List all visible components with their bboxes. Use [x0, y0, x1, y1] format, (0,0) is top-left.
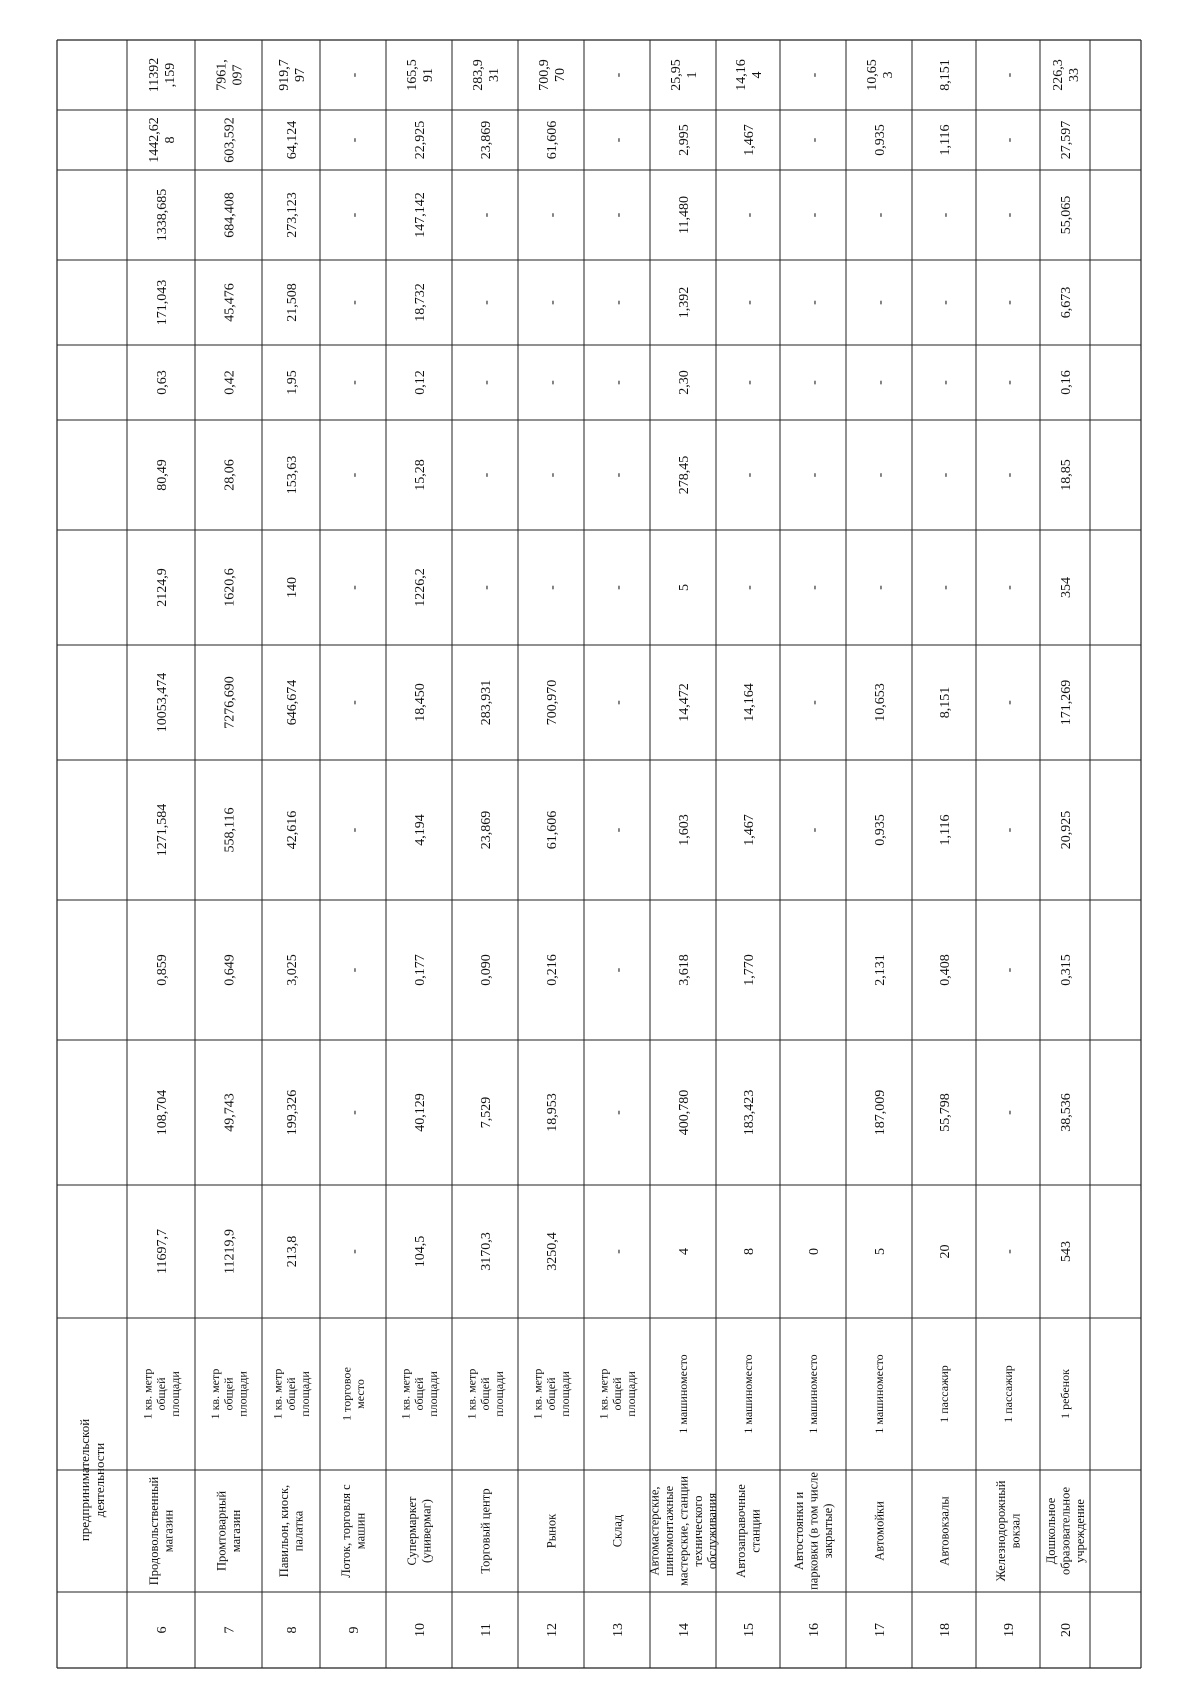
- value-cell: 2,995: [676, 124, 692, 156]
- value-cell: 171,269: [1058, 679, 1074, 726]
- value-cell: 558,116: [222, 807, 238, 853]
- value-cell: -: [872, 212, 888, 218]
- value-cell: 20: [937, 1244, 953, 1259]
- header-activity-label: предпринимательскойдеятельности: [77, 1418, 108, 1542]
- value-cell: 40,129: [412, 1093, 428, 1132]
- row-number: 11: [478, 1623, 494, 1637]
- value-cell: 6,673: [1058, 286, 1074, 319]
- row-unit: 1 кв. метробщейплощади: [207, 1368, 250, 1420]
- value-cell: 0,408: [937, 954, 953, 986]
- value-cell: 0,12: [412, 370, 428, 395]
- value-cell: 2,30: [676, 370, 692, 395]
- value-cell: 49,743: [222, 1093, 238, 1132]
- value-cell: 919,797: [276, 59, 308, 91]
- value-cell: -: [806, 72, 822, 78]
- value-cell: 278,45: [676, 455, 692, 495]
- row-name: Автостоянки ипарковки (в том числезакрытые): [792, 1472, 835, 1590]
- value-cell: -: [1001, 137, 1017, 143]
- value-cell: 187,009: [872, 1089, 888, 1136]
- value-cell: -: [741, 585, 757, 590]
- value-cell: -: [1001, 212, 1017, 218]
- row-number: 15: [741, 1623, 757, 1637]
- row-number: 18: [937, 1623, 953, 1637]
- value-cell: -: [806, 137, 822, 143]
- value-cell: 1620,6: [222, 568, 238, 607]
- value-cell: 23,869: [478, 810, 494, 850]
- value-cell: 354: [1058, 577, 1074, 598]
- row-number: 6: [154, 1626, 170, 1634]
- value-cell: 165,591: [404, 59, 436, 91]
- value-cell: 684,408: [222, 192, 238, 238]
- value-cell: 64,124: [284, 120, 300, 160]
- value-cell: -: [741, 212, 757, 218]
- value-cell: 7276,690: [222, 676, 238, 729]
- value-cell: 45,476: [222, 283, 238, 322]
- value-cell: -: [937, 585, 953, 590]
- value-cell: -: [741, 300, 757, 305]
- value-cell: 14,164: [741, 683, 757, 722]
- value-cell: 646,674: [284, 679, 300, 726]
- value-cell: -: [937, 380, 953, 385]
- value-cell: 1,603: [676, 814, 692, 846]
- value-cell: 61,606: [544, 120, 560, 160]
- value-cell: -: [544, 380, 560, 385]
- value-cell: -: [1001, 967, 1017, 973]
- value-cell: -: [610, 212, 626, 218]
- value-cell: -: [937, 472, 953, 478]
- value-cell: 8,151: [937, 59, 953, 91]
- row-name: Автомастерские,шиномонтажныемастерские, станциитехническогообслуживания: [647, 1476, 720, 1586]
- value-cell: 1,116: [937, 124, 953, 156]
- value-cell: -: [346, 700, 362, 705]
- value-cell: 14,164: [733, 59, 765, 91]
- value-cell: 400,780: [676, 1089, 692, 1136]
- value-cell: -: [610, 1110, 626, 1115]
- value-cell: 0,859: [154, 954, 170, 986]
- value-cell: 2124,9: [154, 568, 170, 607]
- value-cell: 4,194: [412, 814, 428, 846]
- value-cell: 1442,628: [146, 117, 178, 163]
- value-cell: 0,090: [478, 954, 494, 986]
- value-cell: 11697,7: [154, 1229, 170, 1274]
- row-number: 12: [544, 1623, 560, 1637]
- row-number: 8: [284, 1626, 300, 1634]
- value-cell: 273,123: [284, 192, 300, 238]
- value-cell: -: [1001, 700, 1017, 705]
- row-number: 10: [412, 1623, 428, 1637]
- value-cell: -: [610, 585, 626, 590]
- value-cell: 20,925: [1058, 810, 1074, 850]
- value-cell: -: [478, 212, 494, 218]
- value-cell: -: [741, 380, 757, 385]
- value-cell: 11,480: [676, 196, 692, 234]
- value-cell: 10,653: [864, 59, 896, 91]
- value-cell: 7,529: [478, 1096, 494, 1129]
- value-cell: 171,043: [154, 279, 170, 326]
- row-unit: 1 кв. метробщейплощади: [398, 1368, 440, 1420]
- value-cell: 603,592: [222, 117, 238, 163]
- value-cell: -: [1001, 1249, 1017, 1254]
- row-name: Рынок: [544, 1513, 559, 1549]
- row-unit: 1 пассажир: [1001, 1365, 1016, 1423]
- row-unit: 1 пассажир: [937, 1365, 952, 1423]
- row-unit: 1 машиноместо: [676, 1354, 691, 1434]
- value-cell: 7961,097: [214, 59, 246, 91]
- value-cell: -: [806, 380, 822, 385]
- value-cell: 55,798: [937, 1093, 953, 1132]
- value-cell: -: [610, 1249, 626, 1254]
- value-cell: 1,467: [741, 124, 757, 156]
- value-cell: -: [478, 300, 494, 305]
- value-cell: 11219,9: [222, 1229, 238, 1274]
- row-number: 7: [222, 1626, 238, 1634]
- value-cell: 0,935: [872, 124, 888, 156]
- value-cell: 25,951: [668, 59, 700, 91]
- value-cell: -: [806, 827, 822, 833]
- value-cell: -: [610, 72, 626, 78]
- value-cell: 27,597: [1058, 120, 1074, 160]
- row-name: Продовольственныймагазин: [147, 1476, 176, 1586]
- value-cell: 1,116: [937, 814, 953, 846]
- value-cell: 18,732: [412, 283, 428, 322]
- value-cell: 1,392: [676, 286, 692, 319]
- row-name: Дошкольноеобразовательноеучреждение: [1044, 1486, 1087, 1576]
- value-cell: 183,423: [741, 1089, 757, 1136]
- value-cell: -: [806, 212, 822, 218]
- value-cell: -: [346, 380, 362, 385]
- value-cell: -: [346, 137, 362, 143]
- row-number: 17: [872, 1623, 888, 1637]
- value-cell: -: [346, 585, 362, 590]
- row-number: 20: [1058, 1623, 1074, 1637]
- value-cell: 22,925: [412, 120, 428, 160]
- value-cell: 3,618: [676, 954, 692, 986]
- value-cell: -: [346, 72, 362, 78]
- value-cell: -: [544, 212, 560, 218]
- row-name: Торговый центр: [478, 1488, 493, 1574]
- value-cell: 21,508: [284, 283, 300, 322]
- value-cell: -: [346, 212, 362, 218]
- value-cell: 283,931: [470, 59, 502, 91]
- value-cell: -: [806, 585, 822, 590]
- value-cell: 3170,3: [478, 1232, 494, 1271]
- value-cell: -: [478, 585, 494, 590]
- value-cell: -: [544, 472, 560, 478]
- value-cell: -: [610, 967, 626, 973]
- value-cell: 1271,584: [154, 803, 170, 857]
- value-cell: 700,970: [536, 59, 568, 91]
- value-cell: -: [872, 300, 888, 305]
- row-unit: 1 машиноместо: [741, 1354, 756, 1434]
- row-unit: 1 кв. метробщейплощади: [140, 1368, 182, 1420]
- value-cell: -: [346, 300, 362, 305]
- value-cell: 543: [1058, 1241, 1074, 1262]
- row-number: 14: [676, 1623, 692, 1637]
- value-cell: -: [937, 212, 953, 218]
- value-cell: 140: [284, 577, 300, 598]
- value-cell: -: [544, 585, 560, 590]
- value-cell: -: [544, 300, 560, 305]
- value-cell: 14,472: [676, 683, 692, 722]
- value-cell: 104,5: [412, 1235, 428, 1268]
- value-cell: -: [1001, 585, 1017, 590]
- value-cell: -: [1001, 380, 1017, 385]
- value-cell: 0,315: [1058, 954, 1074, 986]
- value-cell: 1,770: [741, 954, 757, 986]
- value-cell: -: [346, 1110, 362, 1115]
- value-cell: 199,326: [284, 1089, 300, 1136]
- value-cell: 10,653: [872, 683, 888, 722]
- value-cell: -: [478, 380, 494, 385]
- value-cell: 1226,2: [412, 568, 428, 607]
- value-cell: 5: [872, 1248, 888, 1255]
- value-cell: 18,450: [412, 683, 428, 722]
- value-cell: -: [1001, 472, 1017, 478]
- value-cell: 42,616: [284, 810, 300, 850]
- value-cell: 5: [676, 584, 692, 591]
- value-cell: 0: [806, 1248, 822, 1255]
- value-cell: 3,025: [284, 954, 300, 986]
- value-cell: 1,95: [284, 370, 300, 395]
- value-cell: 38,536: [1058, 1093, 1074, 1132]
- value-cell: 0,63: [154, 370, 170, 395]
- value-cell: 61,606: [544, 810, 560, 850]
- value-cell: -: [806, 700, 822, 705]
- value-cell: -: [1001, 1110, 1017, 1115]
- value-cell: 0,177: [412, 954, 428, 986]
- value-cell: -: [806, 472, 822, 478]
- value-cell: -: [610, 300, 626, 305]
- value-cell: -: [610, 827, 626, 833]
- value-cell: -: [1001, 300, 1017, 305]
- row-unit: 1 торговоеместо: [339, 1367, 368, 1421]
- value-cell: -: [872, 585, 888, 590]
- value-cell: 0,42: [222, 370, 238, 395]
- value-cell: 18,953: [544, 1093, 560, 1132]
- row-name: Павильон, киоск,палатка: [277, 1484, 306, 1578]
- row-number: 16: [806, 1623, 822, 1637]
- value-cell: -: [346, 967, 362, 973]
- row-unit: 1 кв. метробщейплощади: [270, 1368, 312, 1420]
- value-cell: -: [1001, 827, 1017, 833]
- value-cell: -: [346, 827, 362, 833]
- value-cell: 0,649: [222, 954, 238, 986]
- value-cell: 80,49: [154, 459, 170, 491]
- value-cell: 153,63: [284, 455, 300, 495]
- value-cell: 0,216: [544, 954, 560, 986]
- value-cell: 1,467: [741, 814, 757, 846]
- value-cell: 3250,4: [544, 1232, 560, 1271]
- value-cell: -: [872, 472, 888, 478]
- value-cell: -: [346, 472, 362, 478]
- value-cell: -: [937, 300, 953, 305]
- row-name: Автозаправочныестанции: [734, 1484, 763, 1578]
- value-cell: 226,333: [1050, 59, 1082, 91]
- row-name: Промтоварныймагазин: [214, 1490, 244, 1572]
- row-name: Супермаркет(универмаг): [405, 1496, 434, 1566]
- value-cell: 283,931: [478, 679, 494, 726]
- value-cell: 213,8: [284, 1235, 300, 1268]
- value-cell: -: [478, 472, 494, 478]
- value-cell: 28,06: [222, 459, 238, 491]
- value-cell: -: [806, 300, 822, 305]
- row-unit: 1 кв. метробщейплощади: [596, 1368, 638, 1420]
- value-cell: 108,704: [154, 1089, 170, 1136]
- value-cell: -: [610, 472, 626, 478]
- value-cell: 18,85: [1058, 459, 1074, 491]
- row-name: Склад: [610, 1514, 625, 1548]
- value-cell: 8,151: [937, 686, 953, 719]
- value-cell: -: [610, 700, 626, 705]
- row-name: Железнодорожныйвокзал: [994, 1480, 1023, 1582]
- value-cell: -: [741, 472, 757, 478]
- value-cell: 147,142: [412, 192, 428, 238]
- row-name: Автомойки: [872, 1501, 887, 1561]
- value-cell: -: [610, 137, 626, 143]
- value-cell: 0,16: [1058, 370, 1074, 395]
- value-cell: 55,065: [1058, 195, 1074, 235]
- value-cell: -: [610, 380, 626, 385]
- value-cell: 15,28: [412, 459, 428, 491]
- value-cell: 700,970: [544, 679, 560, 726]
- value-cell: 8: [741, 1248, 757, 1255]
- value-cell: 4: [676, 1248, 692, 1255]
- value-cell: 1338,685: [154, 188, 170, 242]
- row-number: 9: [346, 1626, 362, 1634]
- row-name: Автовокзалы: [937, 1496, 952, 1566]
- value-cell: 2,131: [872, 954, 888, 986]
- row-number: 19: [1001, 1623, 1017, 1637]
- row-unit: 1 ребенок: [1058, 1369, 1073, 1419]
- value-cell: 11392,159: [146, 57, 178, 93]
- row-name: Лоток, торговля смашин: [339, 1484, 368, 1578]
- row-unit: 1 машиноместо: [872, 1354, 887, 1434]
- row-unit: 1 кв. метробщейплощади: [464, 1368, 506, 1420]
- row-number: 13: [610, 1623, 626, 1637]
- value-cell: -: [1001, 72, 1017, 78]
- value-cell: -: [346, 1249, 362, 1254]
- value-cell: 23,869: [478, 120, 494, 160]
- value-cell: 10053,474: [154, 672, 170, 733]
- row-unit: 1 кв. метробщейплощади: [530, 1368, 572, 1420]
- row-unit: 1 машиноместо: [806, 1354, 821, 1434]
- value-cell: -: [872, 380, 888, 385]
- value-cell: 0,935: [872, 814, 888, 846]
